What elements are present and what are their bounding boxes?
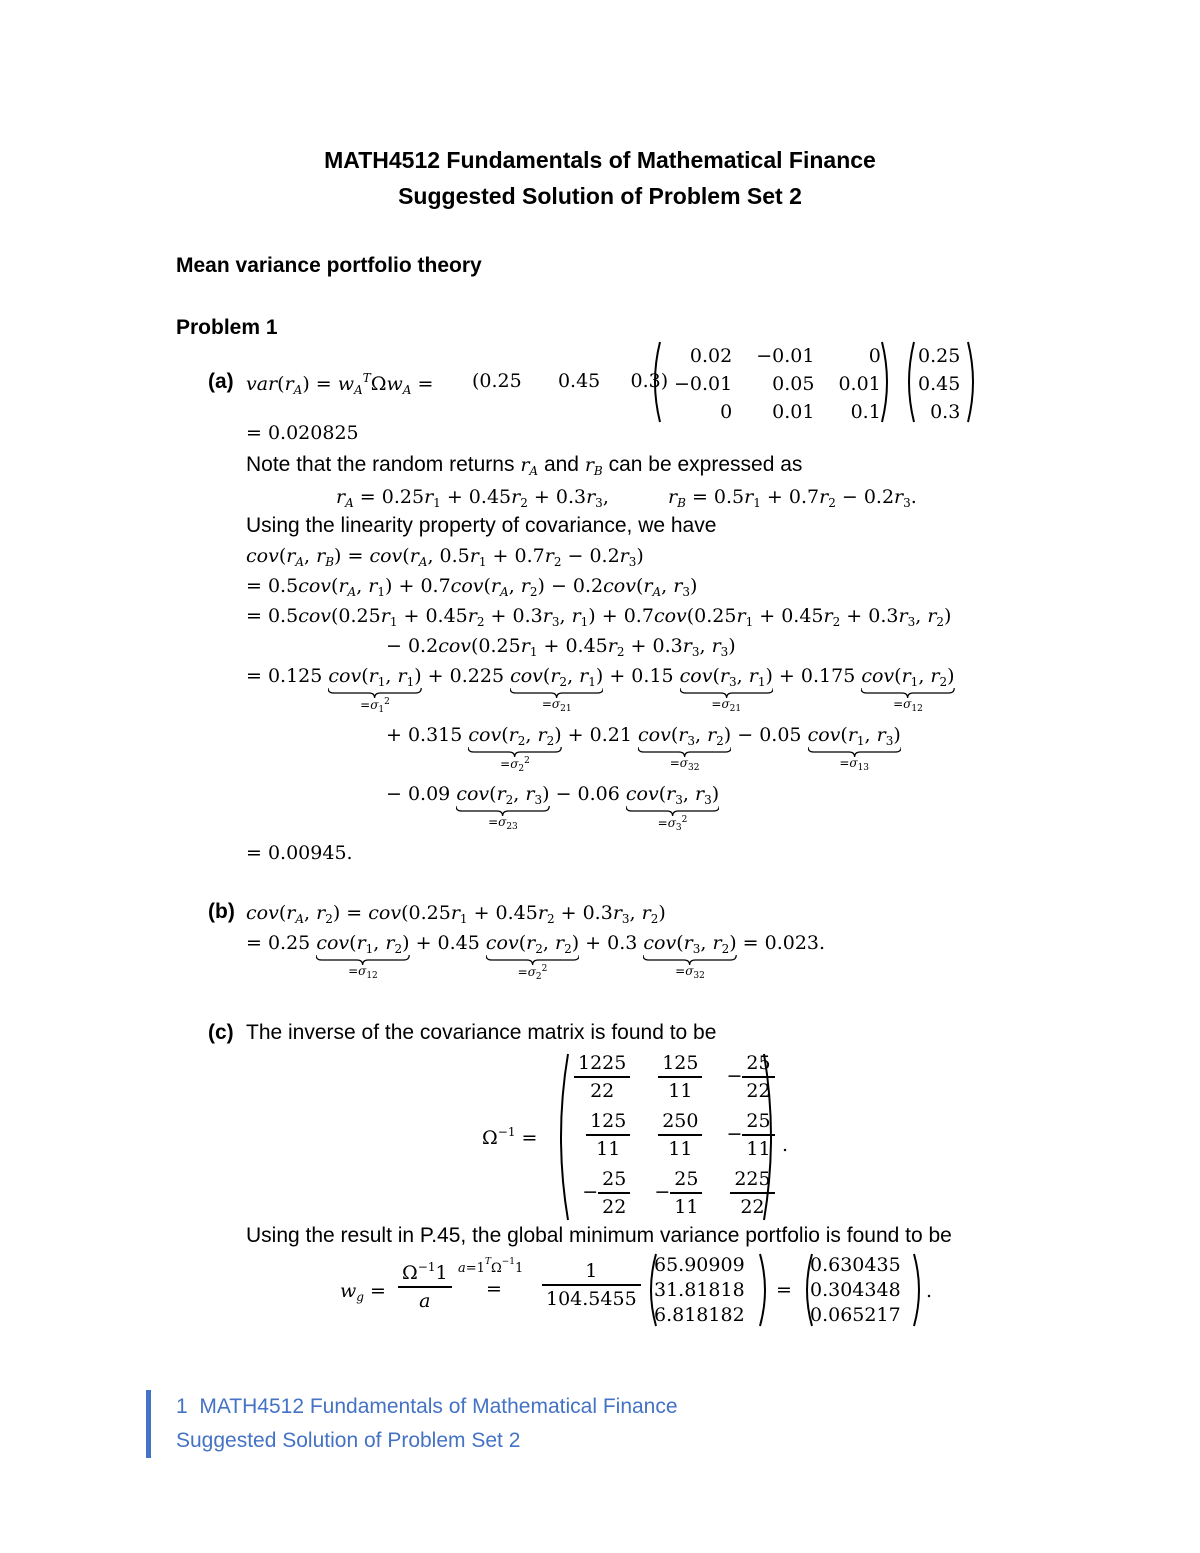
cov-line-7: − 0.09 $cov(r_2$, $r_3$) $=\sigma_{23}$ − 0.06 $cov(r_3$, $r_3$) $=\sigma_3^2$ bbox=[386, 783, 720, 833]
vector-1 bbox=[644, 1252, 755, 1327]
footer-line-1 bbox=[176, 1395, 678, 1419]
w-g-fraction: $\frac{\Omega^{-1}1}{a}$ bbox=[398, 1260, 452, 1312]
vec2-cell: 0.304348 bbox=[810, 1278, 901, 1301]
inverse-fraction: $\frac{25}{11}$ bbox=[742, 1110, 774, 1160]
cov-matrix-left-paren bbox=[648, 340, 662, 424]
document-title: MATH4512 Fundamentals of Mathematical Finance bbox=[324, 147, 876, 173]
weight-row-3: 0.3) bbox=[630, 370, 669, 392]
scalar-numerator: 1 bbox=[585, 1260, 598, 1282]
cov-cell: 0.05 bbox=[772, 373, 815, 395]
section-heading: Mean variance portfolio theory bbox=[176, 254, 482, 277]
inv-sign: − bbox=[582, 1181, 599, 1203]
vec-equals: = bbox=[776, 1279, 792, 1301]
note-line bbox=[246, 453, 802, 477]
part-c-label: (c) bbox=[208, 1021, 234, 1044]
w-g-label: $w_g$ = bbox=[340, 1280, 386, 1304]
r-b-symbol: $r_B$ bbox=[584, 454, 603, 478]
linearity-text: Using the linearity property of covariance, we have bbox=[246, 514, 717, 537]
vec2-cell: 0.630435 bbox=[810, 1253, 901, 1276]
vec2-right-paren bbox=[912, 1252, 926, 1328]
part-b-label: (b) bbox=[208, 900, 235, 923]
weight-row-vector bbox=[472, 372, 668, 391]
vec1-cell: 65.90909 bbox=[654, 1253, 745, 1276]
variance-result: = 0.020825 bbox=[246, 422, 359, 444]
part-b-line-2: = 0.25 $cov(r_1$, $r_2$) $=\sigma_{12}$ + 0.45 $cov(r_2$, $r_2$) $=\sigma_2^2$ + 0.3 $cov(r_3$, $r_2$) $=\sigma_{32}$ = 0.023. bbox=[246, 932, 826, 982]
part-b-line-1: $cov(r_A$, $r_2) = cov(0.25r_1 + 0.45r_2 + 0.3r_3$, $r_2$) bbox=[246, 902, 666, 926]
vec1-right-paren bbox=[758, 1252, 772, 1328]
cov-cell: 0 bbox=[720, 401, 733, 423]
cov-line-6: + 0.315 $cov(r_2$, $r_2$) $=\sigma_2^2$ + 0.21 $cov(r_3$, $r_2$) $=\sigma_{32}$ − 0.05 $cov(r_1$, $r_3$) $=\sigma_{13}$ bbox=[386, 724, 901, 774]
inverse-fraction: $\frac{25}{11}$ bbox=[670, 1168, 702, 1218]
vec1-cell: 6.818182 bbox=[654, 1303, 745, 1326]
cov-line-2: = $0.5cov(r_A$, $r_1) + 0.7cov(r_A$, $r_2) - 0.2cov(r_A$, $r_3$) bbox=[246, 575, 698, 599]
document-subtitle: Suggested Solution of Problem Set 2 bbox=[398, 183, 802, 209]
cov-cell: −0.01 bbox=[756, 345, 815, 367]
cov-line-4: − $0.2cov(0.25r_1 + 0.45r_2 + 0.3r_3$, $r_3$) bbox=[386, 635, 736, 659]
weight-col-cell: 0.3 bbox=[930, 401, 961, 423]
part-b-result: = 0.023. bbox=[742, 932, 826, 954]
cov-cell: 0 bbox=[868, 345, 881, 367]
cov-line-1: $cov(r_A$, $r_B) = cov(r_A$, $0.5r_1 + 0.7r_2 - 0.2r_3$) bbox=[246, 545, 644, 569]
weight-column-vector bbox=[906, 342, 972, 426]
cov-line-5: = 0.125 $cov(r_1$, $r_1$) $=\sigma_1^2$ + 0.225 $cov(r_2$, $r_1$) $=\sigma_{21}$ + 0.15 $cov(r_3$, $r_1$) $=\sigma_{21}$ + 0.175 $cov(r_1$, $r_2$) $=\sigma_{12}$ bbox=[246, 665, 955, 715]
covariance-matrix bbox=[662, 342, 893, 426]
part-a-label: (a) bbox=[208, 370, 234, 393]
inverse-fraction: $\frac{25}{22}$ bbox=[598, 1168, 630, 1218]
footer-course-title: MATH4512 Fundamentals of Mathematical Finance bbox=[199, 1395, 678, 1418]
cov-line-3: = $0.5cov(0.25r_1 + 0.45r_2 + 0.3r_3$, $r_1) + 0.7cov(0.25r_1 + 0.45r_2 + 0.3r_3$, $r_2$) bbox=[246, 605, 952, 629]
cov-matrix-right-paren bbox=[880, 340, 894, 424]
cov-cell: 0.01 bbox=[838, 373, 881, 395]
footer-accent-bar bbox=[146, 1390, 151, 1458]
cov-cell: 0.1 bbox=[850, 401, 881, 423]
weight-row-2: 0.45 bbox=[557, 370, 601, 392]
note-text: Note that the random returns bbox=[246, 453, 515, 476]
r-a-symbol: $r_A$ bbox=[520, 454, 539, 478]
cov-cell: −0.01 bbox=[674, 373, 733, 395]
inverse-fraction: $\frac{125}{11}$ bbox=[658, 1052, 702, 1102]
inverse-fraction: $\frac{125}{11}$ bbox=[586, 1110, 630, 1160]
inv-sign: − bbox=[654, 1181, 671, 1203]
inverse-period: . bbox=[782, 1134, 789, 1156]
vec2-cell: 0.065217 bbox=[810, 1303, 901, 1326]
weight-row-1: (0.25 bbox=[472, 370, 522, 392]
equals-sign: = bbox=[486, 1278, 502, 1300]
scalar-fraction bbox=[542, 1260, 641, 1310]
cov-cell: 0.02 bbox=[689, 345, 733, 367]
inv-sign: − bbox=[726, 1065, 743, 1087]
footer-line-2: Suggested Solution of Problem Set 2 bbox=[176, 1429, 521, 1452]
note-mid: and bbox=[543, 453, 579, 476]
weight-col-cell: 0.45 bbox=[918, 373, 961, 395]
portfolio-b-returns: $r_B = 0.5r_1 + 0.7r_2 - 0.2r_3$. bbox=[668, 486, 917, 510]
footer-page-number: 1 bbox=[176, 1395, 188, 1418]
omega-inverse-label: $\Omega^{-1}$ = bbox=[482, 1125, 538, 1149]
inverse-matrix-right-paren bbox=[762, 1052, 780, 1222]
a-definition: $a=1^T\Omega^{-1}1$ bbox=[458, 1257, 524, 1276]
inverse-fraction: $\frac{250}{11}$ bbox=[658, 1110, 702, 1160]
vec-period: . bbox=[926, 1280, 933, 1302]
vec1-cell: 31.81818 bbox=[654, 1278, 745, 1301]
portfolio-a-returns: $r_A = 0.25r_1 + 0.45r_2 + 0.3r_3$, bbox=[336, 486, 609, 510]
part-a-final: = 0.00945. bbox=[246, 842, 353, 864]
inverse-fraction: $\frac{1225}{22}$ bbox=[574, 1052, 630, 1102]
problem-heading: Problem 1 bbox=[176, 316, 278, 339]
part-c-text-2: Using the result in P.45, the global minimum variance portfolio is found to be bbox=[246, 1224, 952, 1247]
part-c-text-1: The inverse of the covariance matrix is found to be bbox=[246, 1021, 717, 1044]
cov-cell: 0.01 bbox=[772, 401, 815, 423]
weight-col-cell: 0.25 bbox=[918, 345, 961, 367]
note-end: can be expressed as bbox=[608, 453, 803, 476]
weight-col-right-paren bbox=[966, 340, 980, 424]
inv-sign: − bbox=[726, 1123, 743, 1145]
variance-expression: $var(r_A) = w_A^T\Omega w_A$ = bbox=[246, 371, 434, 397]
inverse-fraction: $\frac{225}{22}$ bbox=[730, 1168, 774, 1218]
scalar-denominator: 104.5455 bbox=[542, 1284, 641, 1310]
inverse-fraction: $\frac{25}{22}$ bbox=[742, 1052, 774, 1102]
vector-2 bbox=[800, 1252, 911, 1327]
inverse-matrix bbox=[562, 1048, 787, 1222]
